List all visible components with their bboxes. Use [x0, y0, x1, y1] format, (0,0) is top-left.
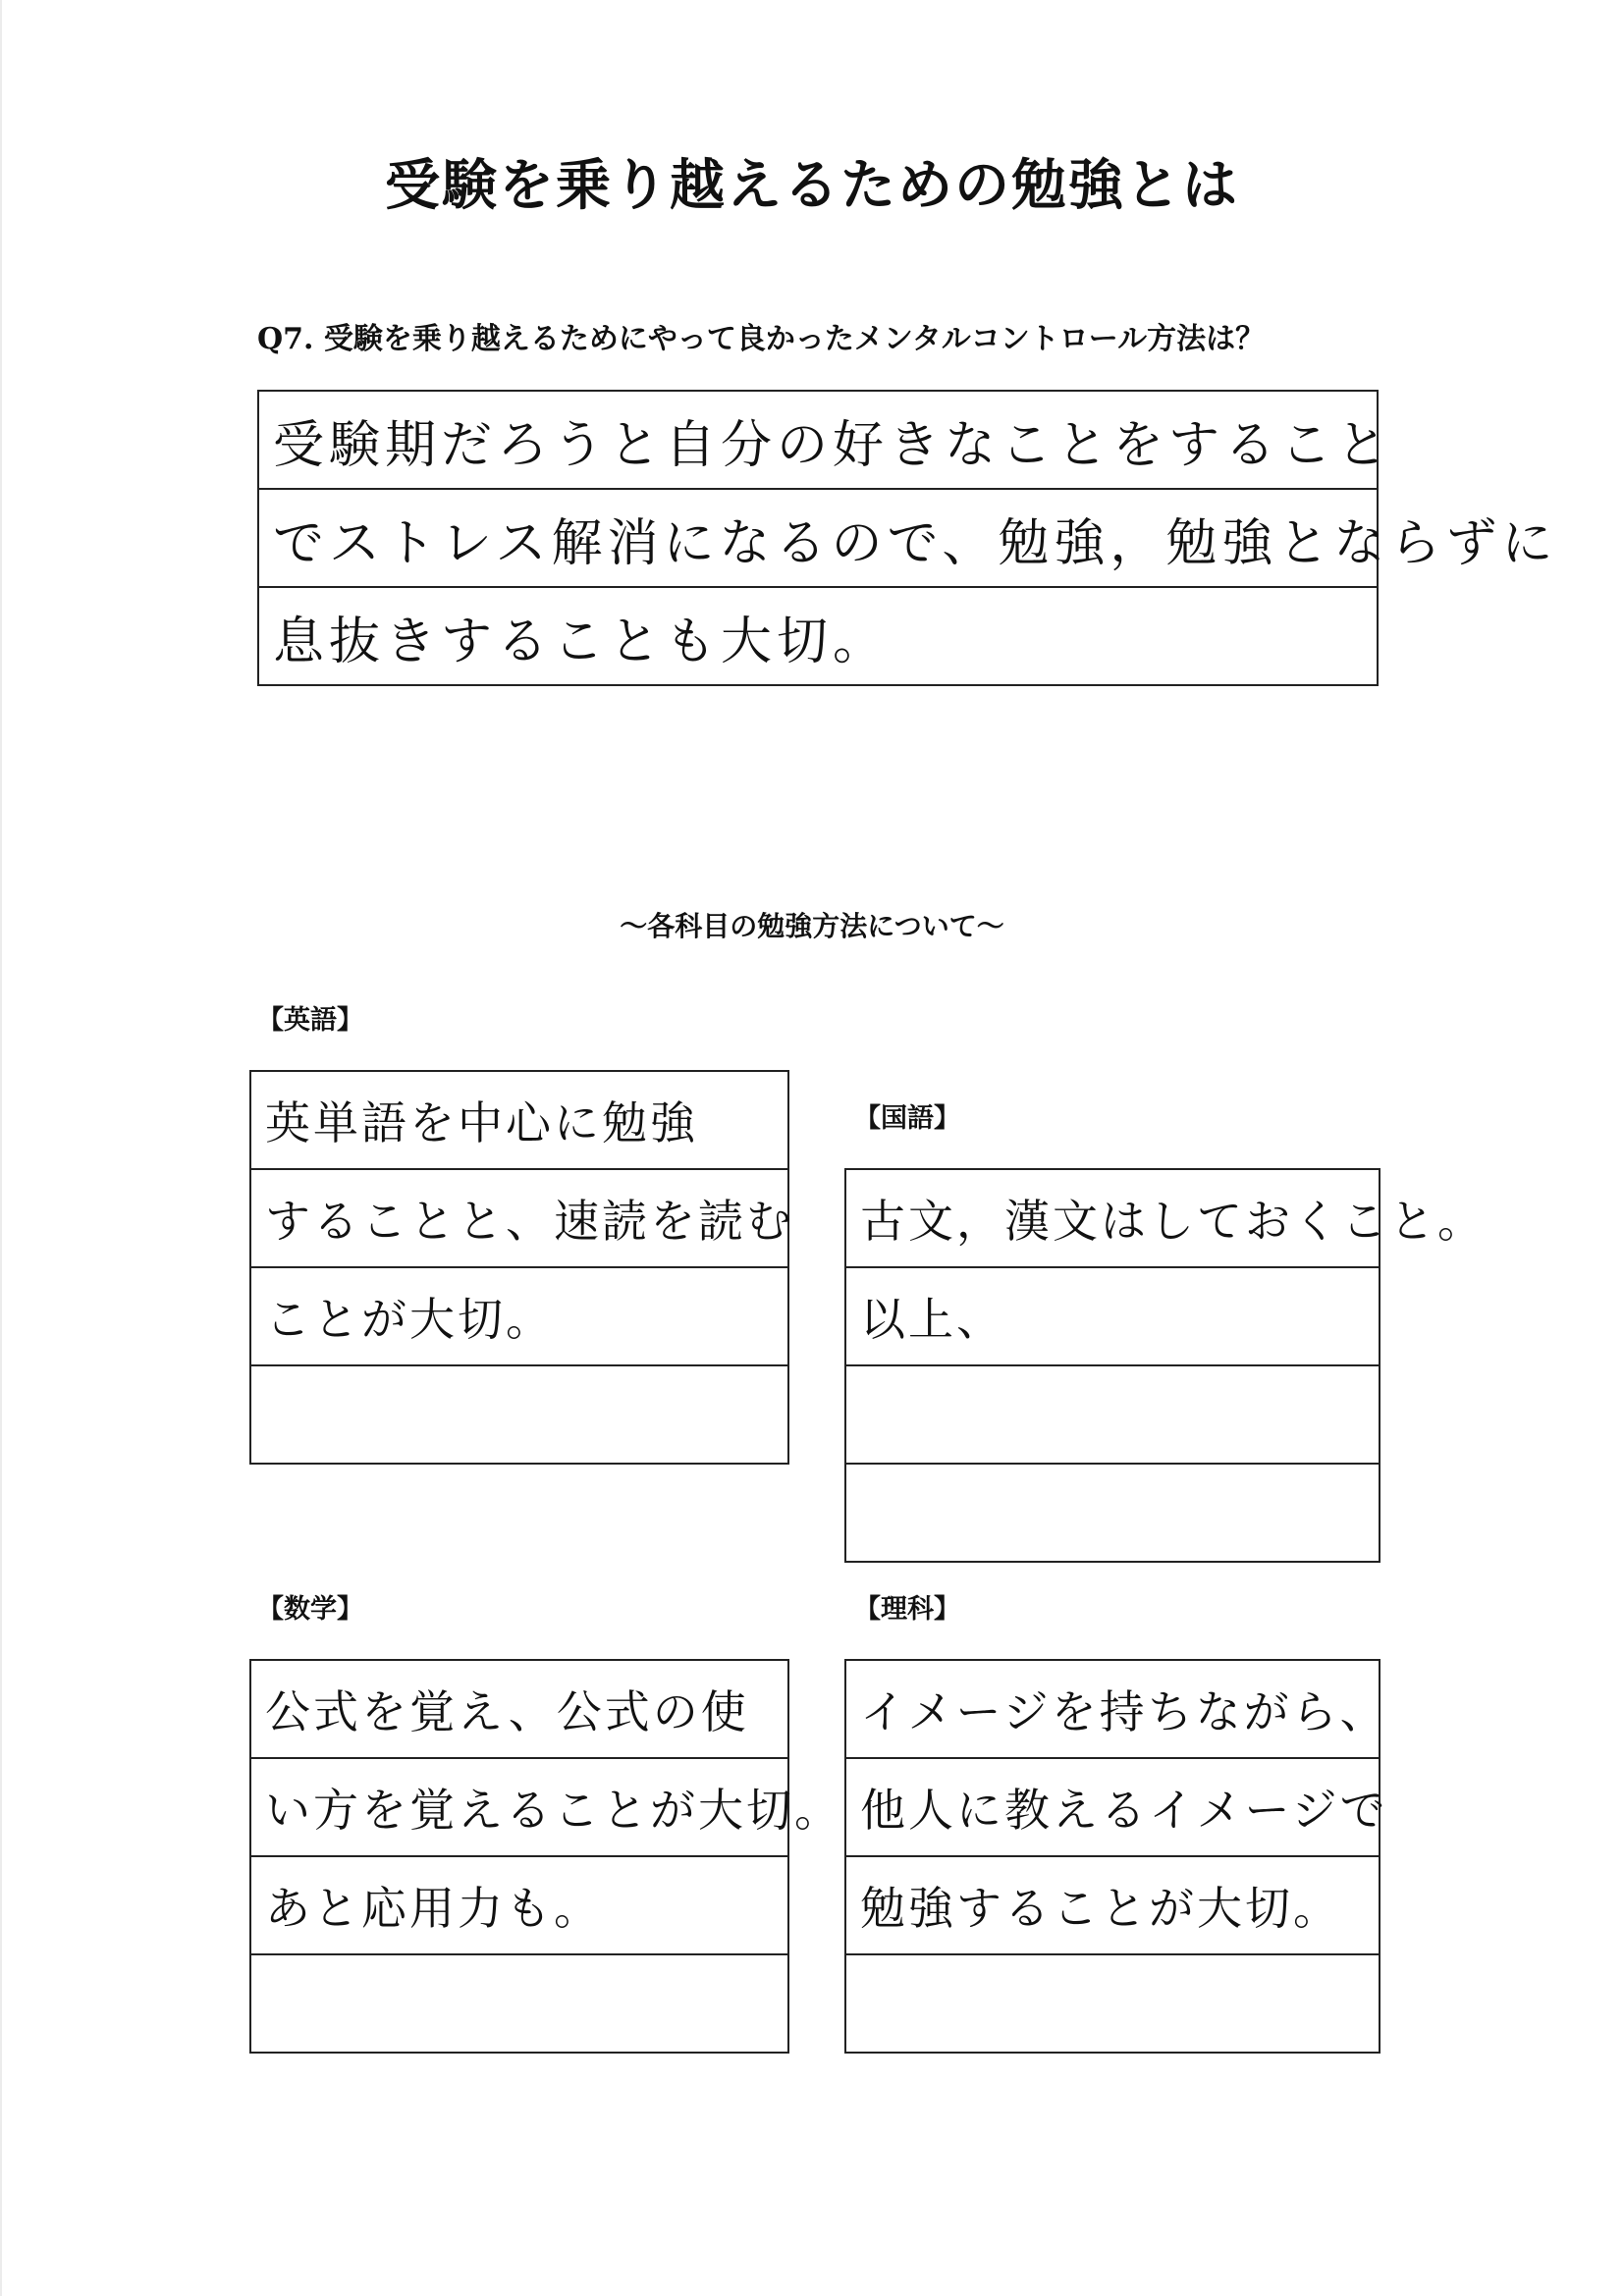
- answer-line: い方を覚えることが大切。: [251, 1759, 787, 1857]
- answer-box-q7: [257, 390, 1558, 686]
- answer-line: 勉強することが大切。: [846, 1857, 1379, 1955]
- subject-label-japanese: 【国語】: [854, 1103, 960, 1134]
- subject-label-math: 【数学】: [257, 1594, 363, 1625]
- subject-label-science: 【理科】: [854, 1594, 960, 1625]
- answer-line: あと応用力も。: [251, 1857, 787, 1955]
- subject-label-english: 【英語】: [257, 1005, 363, 1036]
- document-title: 受験を乗り越えるための勉強とは: [385, 154, 1239, 218]
- answer-box-english: [249, 1070, 794, 1465]
- answer-line: ことが大切。: [251, 1268, 787, 1366]
- answer-line: [251, 1366, 787, 1463]
- answer-line: 英単語を中心に勉強: [251, 1072, 787, 1170]
- answer-line: [846, 1366, 1379, 1465]
- answer-line: 他人に教えるイメージで: [846, 1759, 1379, 1857]
- answer-line: [251, 1955, 787, 2052]
- answer-line: 以上、: [846, 1268, 1379, 1366]
- answer-box-japanese: [844, 1168, 1486, 1563]
- answer-line: 受験期だろうと自分の好きなことをすること: [259, 392, 1377, 490]
- answer-line: [846, 1955, 1379, 2052]
- answer-box-science: [844, 1659, 1388, 2054]
- section-heading: 〜各科目の勉強方法について〜: [620, 910, 1004, 942]
- answer-line: イメージを持ちながら、: [846, 1661, 1379, 1759]
- answer-line: 公式を覚え、公式の使: [251, 1661, 787, 1759]
- answer-line: 古文，漢文はしておくこと。: [846, 1170, 1379, 1268]
- answer-box-math: [249, 1659, 842, 2054]
- question-q7: Q7. 受験を乗り越えるためにやって良かったメンタルコントロール方法は？: [257, 322, 1266, 356]
- answer-line: 息抜きすることも大切。: [273, 612, 890, 671]
- answer-line: でストレス解消になるので、勉強，勉強とならずに: [259, 490, 1377, 588]
- answer-line: することと、速読を読む: [251, 1170, 787, 1268]
- answer-line: [846, 1465, 1379, 1561]
